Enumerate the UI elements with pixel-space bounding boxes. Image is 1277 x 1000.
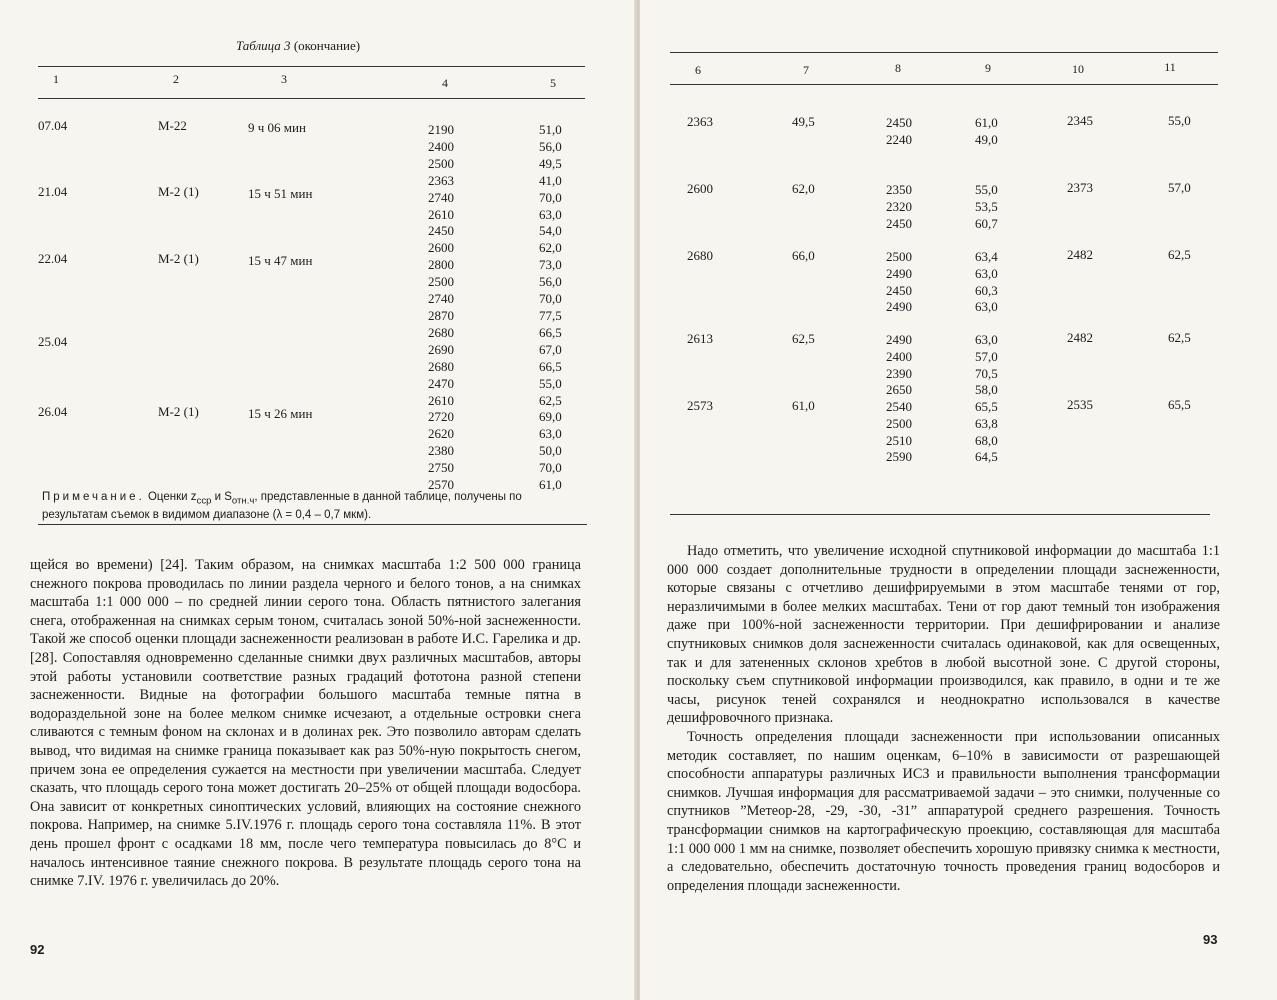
table-cell: 61,0 <box>539 477 562 493</box>
table-cell: 2320 <box>886 198 912 214</box>
page-number: 92 <box>30 942 45 957</box>
table-cell: 63,0 <box>539 426 562 442</box>
table-cell: 54,0 <box>539 223 562 239</box>
table-cell: 60,3 <box>975 282 998 298</box>
table-cell: 63,0 <box>975 299 998 315</box>
column-header: 11 <box>1164 60 1176 74</box>
table-cell: 2610 <box>428 206 454 222</box>
table-cell: 2500 <box>428 274 454 290</box>
table-cell: 2363 <box>687 114 713 129</box>
table-cell: 62,5 <box>1168 247 1191 262</box>
left-body-text: щейся во времени) [24]. Таким образом, на снимках масштаба 1:2 500 000 граница снежного покрова проводилась по линии раздела черного и белого тонов, а на снимках масштаба 1:1 000 000 – по средней линии серого тона. Область пятнистого залегания снега, отображенная на снимках серым тоном, считалась зоной 50%-ной заснеженности. Такой же способ оценки площади заснеженности реализован в работе И.С. Гарелика и др. [28]. Сопоставляя одновременно сделанные снимки двух различных масштабов, авторы этой работы установили соответствие разных градаций фототона разной степени заснеженности. Видные на фотографии большого масштаба темные пятна в водораздельной зоне на более мелком снимке исчезают, а отдельные островки снега сливаются с темным фоном на склонах и в долинах рек. Это позволило авторам сделать вывод, что видимая на снимке граница показывает как раз 50%-ную покрытость снегом, причем зона ее определения сужается на местности при увеличении масштаба. Следует сказать, что площадь серого тона может достигать 20–25% от общей площади водосбора. Она зависит от конкретных синоптических условий, влияющих на состояние снежного покрова. Например, на снимке 5.IV.1976 г. площадь серого тона составляла 11%. В этот день прошел фронт с осадками 18 мм, после чего температура повысилась до 8°С и началось интенсивное таяние снежного покрова. В результате площадь серого тона на снимке 7.IV. 1976 г. увеличилась до 20%. <box>30 557 581 890</box>
table-cell: 53,5 <box>975 198 998 214</box>
table-rule-bottom <box>38 524 587 525</box>
table-cell: 2190 <box>428 122 454 137</box>
table-cell: 2680 <box>687 248 713 263</box>
table-cell: 2613 <box>687 331 713 346</box>
left-page <box>0 0 636 1000</box>
table-date: 07.04 <box>38 118 68 133</box>
table-cell: 2240 <box>886 131 912 147</box>
table-cell: 66,5 <box>539 324 562 340</box>
table-cell: 2620 <box>428 426 454 442</box>
table-cell: 69,0 <box>539 409 562 425</box>
table-cell: 2680 <box>428 324 454 340</box>
table-cell: 2680 <box>428 358 454 374</box>
table-cell: 77,5 <box>539 307 562 323</box>
table-cell: 2510 <box>886 432 912 448</box>
table-cell: 2450 <box>886 115 912 130</box>
table-cell: 2490 <box>886 265 912 281</box>
table-cell: 2870 <box>428 307 454 323</box>
table-rule-top <box>670 52 1218 53</box>
table-rule-header <box>670 84 1218 85</box>
table-cell: 62,5 <box>792 331 815 346</box>
table-cell: 2380 <box>428 443 454 459</box>
table-cell: 55,0 <box>975 182 998 197</box>
table-cell: 64,5 <box>975 449 998 465</box>
table-cell: 2345 <box>1067 113 1093 128</box>
table-cell: 2535 <box>1067 397 1093 412</box>
table-cell: 41,0 <box>539 172 562 188</box>
table-satellite: М-22 <box>158 118 187 133</box>
column-header: 9 <box>985 61 991 75</box>
table-cell: 2400 <box>886 348 912 364</box>
table-cell: 70,0 <box>539 460 562 476</box>
table-rule-bottom <box>670 514 1210 515</box>
right-body-text: Надо отметить, что увеличение исходной спутниковой информации до масштаба 1:1 000 000 создает дополнительные трудности в определении площади заснеженности, которые связаны с отчетливо дешифрируемыми в этом масштабе тенями от гор, неразличимыми в более мелких масштабах. Тени от гор дают темный тон изображения даже при 100%-ной заснеженности территории. При дешифрировании и анализе спутниковых снимков доля заснеженности считалась одинаковой, как для освещенных, так и для затененных склонов хребтов в любой высотной зоне. С другой стороны, поскольку съем спутниковой информации производился, как правило, в одни и те же часы, рисунок теней сохранялся и неоднократно использовался в качестве дешифровочного признака. Точность определения площади заснеженности при использовании описанных методик составляет, по нашим оценкам, 6–10% в зависимости от разрешающей способности аппаратуры различных ИСЗ и правильности выполнения трансформации снимков. Лучшая информация для рассматриваемой задачи – это снимки, полученные со спутников ”Метеор-28, -29, -30, -31” аппаратурой среднего разрешения. Точность трансформации снимков на картографическую проекцию, составляющая для масштаба 1:1 000 000 1 мм на снимке, позволяет обеспечить хорошую привязку снимка к местности, а следовательно, обеспечить достаточную точность проведения границ водосборов и определения площади заснеженности. <box>667 543 1221 894</box>
table-cell: 49,5 <box>539 155 562 171</box>
table-cell: 63,0 <box>975 332 998 347</box>
table-cell: 57,0 <box>975 348 998 364</box>
table-note: Примечание. Оценки $z_{сср}$ и $S_{отн.ч}$, представленные в данной таблице, получены по результатам съемок в видимом диапазоне (λ = 0,4 – 0,7 мкм). <box>42 491 522 522</box>
table-cell: 2500 <box>886 249 912 264</box>
table-cell: 62,0 <box>792 181 815 196</box>
table-cell: 2363 <box>428 172 454 188</box>
table-cell: 2373 <box>1067 180 1093 195</box>
table-cell: 55,0 <box>539 375 562 391</box>
page-number: 93 <box>1203 932 1218 947</box>
table-cell: 2600 <box>428 240 454 256</box>
column-header: 3 <box>281 72 287 86</box>
table-rule-top <box>38 66 585 67</box>
table-cell: 62,0 <box>539 240 562 256</box>
table-cell: 2590 <box>886 449 912 465</box>
table-cell: 2490 <box>886 332 912 347</box>
table-cell: 61,0 <box>792 398 815 413</box>
table-cell: 2482 <box>1067 330 1093 345</box>
table-cell: 2350 <box>886 182 912 197</box>
table-cell: 2482 <box>1067 247 1093 262</box>
table-cell: 2650 <box>886 382 912 398</box>
column-header: 10 <box>1072 62 1084 76</box>
table-cell: 49,0 <box>975 131 998 147</box>
table-cell: 58,0 <box>975 382 998 398</box>
table-cell: 2570 <box>428 477 454 493</box>
table-cell: 67,0 <box>539 341 562 357</box>
table-cell: 65,5 <box>1168 397 1191 412</box>
table-cell: 63,0 <box>975 265 998 281</box>
column-header: 6 <box>695 63 701 77</box>
column-header: 5 <box>550 76 556 90</box>
table-cell: 2540 <box>886 399 912 414</box>
table-cell: 2500 <box>428 155 454 171</box>
table-date: 22.04 <box>38 251 68 266</box>
table-cell: 49,5 <box>792 114 815 129</box>
table-cell: 70,5 <box>975 365 998 381</box>
table-cell: 60,7 <box>975 215 998 231</box>
table-cell: 65,5 <box>975 399 998 414</box>
table-time: 9 ч 06 мин <box>248 120 306 135</box>
table-cell: 2610 <box>428 392 454 408</box>
table-cell: 2470 <box>428 375 454 391</box>
table-cell: 50,0 <box>539 443 562 459</box>
table-cell: 62,5 <box>539 392 562 408</box>
column-header: 8 <box>895 61 901 75</box>
table-cell: 63,4 <box>975 249 998 264</box>
table-cell: 2573 <box>687 398 713 413</box>
column-header: 1 <box>53 72 59 86</box>
table-cell: 55,0 <box>1168 113 1191 128</box>
table-cell: 56,0 <box>539 274 562 290</box>
table-time: 15 ч 26 мин <box>248 406 313 421</box>
table-time: 15 ч 47 мин <box>248 253 313 268</box>
table-cell: 2500 <box>886 415 912 431</box>
table-satellite: М-2 (1) <box>158 251 199 266</box>
table-cell: 2600 <box>687 181 713 196</box>
table-column-5 <box>539 122 562 494</box>
table-cell: 61,0 <box>975 115 998 130</box>
column-header: 7 <box>803 63 809 77</box>
table-column-4 <box>428 122 454 494</box>
table-cell: 2400 <box>428 138 454 154</box>
table-cell: 62,5 <box>1168 330 1191 345</box>
table-caption: Таблица 3 (окончание) <box>236 38 361 53</box>
table-cell: 2390 <box>886 365 912 381</box>
table-cell: 66,5 <box>539 358 562 374</box>
table-cell: 51,0 <box>539 122 562 137</box>
table-cell: 2800 <box>428 257 454 273</box>
table-cell: 73,0 <box>539 257 562 273</box>
table-cell: 63,0 <box>539 206 562 222</box>
right-page <box>640 0 1277 1000</box>
column-header: 2 <box>173 72 179 86</box>
table-rule-header <box>38 98 585 99</box>
table-cell: 66,0 <box>792 248 815 263</box>
table-time: 15 ч 51 мин <box>248 186 313 201</box>
column-header: 4 <box>442 76 448 90</box>
table-cell: 2490 <box>886 299 912 315</box>
table-cell: 63,8 <box>975 415 998 431</box>
table-cell: 57,0 <box>1168 180 1191 195</box>
table-cell: 2740 <box>428 291 454 307</box>
table-cell: 2690 <box>428 341 454 357</box>
table-satellite: М-2 (1) <box>158 184 199 199</box>
table-cell: 2450 <box>886 215 912 231</box>
table-cell: 2740 <box>428 189 454 205</box>
table-cell: 2750 <box>428 460 454 476</box>
table-date: 26.04 <box>38 404 68 419</box>
table-cell: 56,0 <box>539 138 562 154</box>
table-cell: 2720 <box>428 409 454 425</box>
table-cell: 70,0 <box>539 189 562 205</box>
table-date: 21.04 <box>38 184 68 199</box>
table-cell: 68,0 <box>975 432 998 448</box>
table-cell: 70,0 <box>539 291 562 307</box>
table-satellite: М-2 (1) <box>158 404 199 419</box>
table-date: 25.04 <box>38 334 68 349</box>
table-cell: 2450 <box>428 223 454 239</box>
table-cell: 2450 <box>886 282 912 298</box>
